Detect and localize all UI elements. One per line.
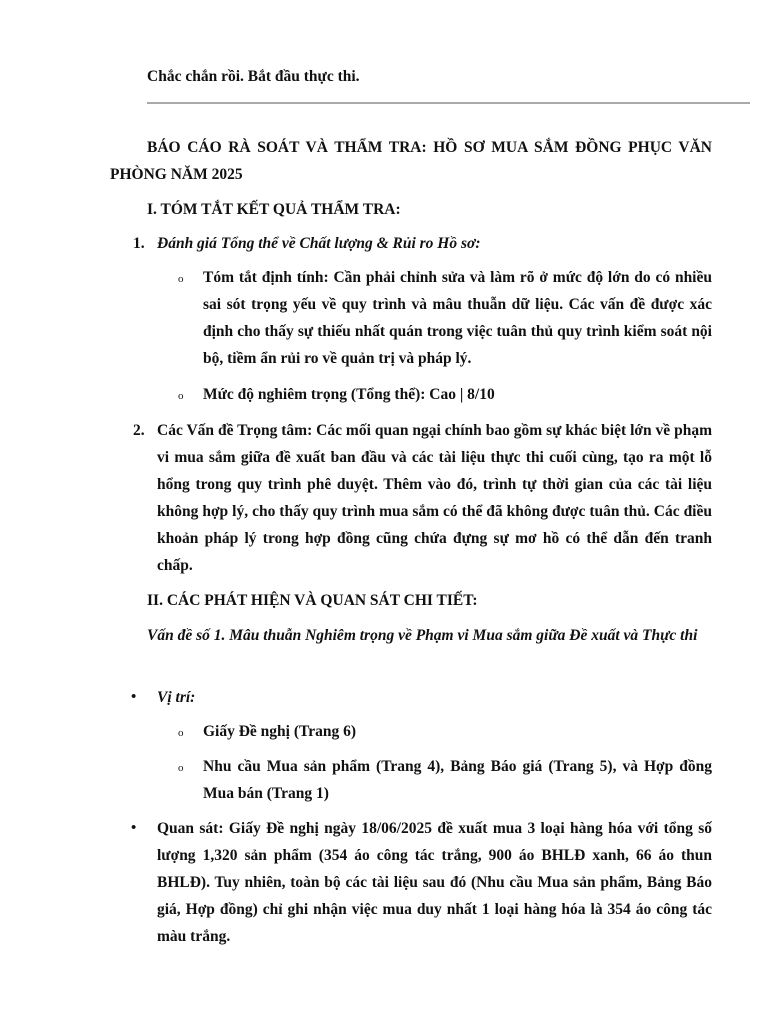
item-1-label: Đánh giá Tổng thể về Chất lượng & Rủi ro Hồ sơ: (157, 235, 481, 252)
observation-text: Quan sát: Giấy Đề nghị ngày 18/06/2025 đề xuất mua 3 loại hàng hóa với tổng số lượng 1,320 sản phẩm (354 áo công tác trắng, 900 áo BHLĐ xanh, 66 áo thun BHLĐ). Tuy nhiên, toàn bộ các tài liệu sau đó (Nhu cầu Mua sản phẩm, Bảng Báo giá, Hợp đồng) chỉ ghi nhận việc mua duy nhất 1 loại hàng hóa là 354 áo công tác màu trắng. (157, 820, 712, 945)
qualitative-summary: Tóm tắt định tính: Cần phải chỉnh sửa và làm rõ ở mức độ lớn do có nhiều sai sót trọng yếu về quy trình và mâu thuẫn dữ liệu. Các vấn đề được xác định cho thấy sự thiếu nhất quán trong việc tuân thủ quy trình kiểm soát nội bộ, tiềm ẩn rủi ro về quản trị và pháp lý. (203, 269, 712, 367)
key-issues-text: Các Vấn đề Trọng tâm: Các mối quan ngại chính bao gồm sự khác biệt lớn về phạm vi mua sắm giữa đề xuất ban đầu và các tài liệu thực thi cuối cùng, tạo ra một lỗ hổng trong quy trình phê duyệt. Thêm vào đó, trình tự thời gian của các tài liệu không hợp lý, cho thấy quy trình mua sắm có thể đã không được tuân thủ. Các điều khoản pháp lý trong hợp đồng cũng chứa đựng sự mơ hồ có thể dẫn đến tranh chấp. (157, 422, 712, 574)
bullet-dot-icon: • (131, 689, 137, 705)
location-item: Giấy Đề nghị (Trang 6) (203, 723, 356, 740)
sub-bullet-circle-icon: o (178, 727, 184, 739)
intro-text: Chắc chắn rồi. Bắt đầu thực thi. (147, 68, 360, 85)
section-1-heading: I. TÓM TẮT KẾT QUẢ THẨM TRA: (147, 201, 401, 218)
bullet-dot-icon: • (131, 820, 137, 836)
sub-bullet-circle-icon: o (178, 762, 184, 774)
sub-bullet-circle-icon: o (178, 273, 184, 285)
location-label: Vị trí: (157, 689, 196, 706)
section-2-heading: II. CÁC PHÁT HIỆN VÀ QUAN SÁT CHI TIẾT: (147, 592, 478, 609)
report-title: BÁO CÁO RÀ SOÁT VÀ THẨM TRA: HỒ SƠ MUA SẮM ĐỒNG PHỤC VĂN PHÒNG NĂM 2025 (110, 139, 712, 183)
horizontal-rule (147, 102, 750, 104)
location-item: Nhu cầu Mua sản phẩm (Trang 4), Bảng Báo giá (Trang 5), và Hợp đồng Mua bán (Trang 1) (203, 758, 712, 802)
sub-bullet-circle-icon: o (178, 390, 184, 402)
severity-rating: Mức độ nghiêm trọng (Tổng thể): Cao | 8/10 (203, 386, 495, 403)
item-2-number: 2. (133, 422, 145, 439)
item-1-number: 1. (133, 235, 145, 252)
issue-1-title: Vấn đề số 1. Mâu thuẫn Nghiêm trọng về Phạm vi Mua sắm giữa Đề xuất và Thực thi (147, 627, 698, 644)
